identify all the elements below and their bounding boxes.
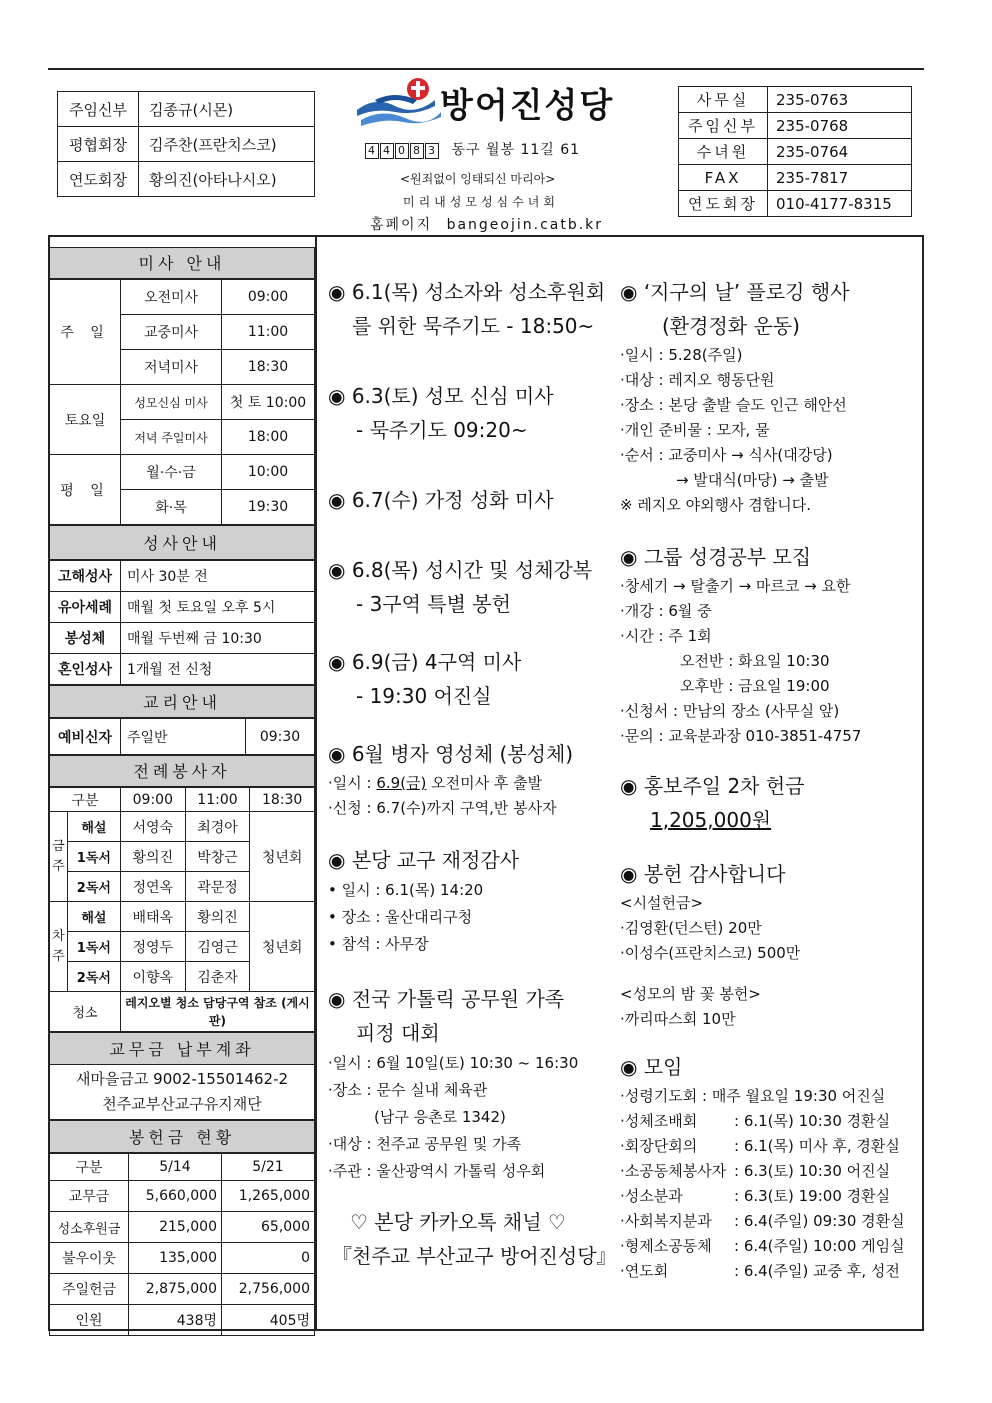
cleaning-text: 레지오별 청소 담당구역 참조 (게시판) xyxy=(121,992,315,1032)
server-role: 2독서 xyxy=(67,872,120,902)
notice-title: 6.7(수) 가정 성화 미사 xyxy=(351,488,554,512)
notice-line xyxy=(328,771,613,796)
meeting-time: : 6.3(토) 10:30 어진실 xyxy=(734,1162,891,1180)
postal-digit: 0 xyxy=(395,143,409,159)
offering-kind: 성소후원금 xyxy=(50,1212,129,1243)
event-line: <시설헌금> xyxy=(620,894,704,912)
offering-head: 5/14 xyxy=(129,1154,222,1181)
event-line: ·대상 : 레지오 행동단원 xyxy=(620,371,775,389)
meeting-row xyxy=(620,1184,920,1209)
server-role: 1독서 xyxy=(67,842,120,872)
this-week-label: 금주 xyxy=(50,812,68,902)
offering-amount: 405명 xyxy=(222,1305,315,1336)
notice-line: • 참석 : 사무장 xyxy=(328,935,429,953)
meeting-time: : 6.1(목) 미사 후, 경환실 xyxy=(734,1137,900,1155)
saturday-label: 토요일 xyxy=(50,385,121,455)
officer-role: 평협회장 xyxy=(58,127,139,162)
mass-name: 저녁 주일미사 xyxy=(121,420,222,455)
doctrine-name: 예비신자 xyxy=(50,719,121,755)
event-line: ·시간 : 주 1회 xyxy=(620,627,712,645)
offering-amount: 1,265,000 xyxy=(222,1181,315,1212)
offering-amount: 65,000 xyxy=(222,1212,315,1243)
bullseye-icon: ◉ xyxy=(620,1055,638,1079)
offering-kind: 주일헌금 xyxy=(50,1274,129,1305)
notice-item xyxy=(328,483,613,517)
mass-name: 교중미사 xyxy=(121,315,222,350)
meeting-name: ·소공동체봉사자 xyxy=(620,1162,727,1180)
meeting-row xyxy=(620,1209,920,1234)
meeting-row xyxy=(620,1259,920,1284)
server-name: 서영숙 xyxy=(121,812,186,842)
offering-amount: 215,000 xyxy=(129,1212,222,1243)
events-column xyxy=(620,275,920,1284)
mass-time: 10:00 xyxy=(222,455,315,490)
notice-line: ·일시 : 6월 10일(토) 10:30 ~ 16:30 xyxy=(328,1054,579,1072)
event-title: 홍보주일 2차 헌금 xyxy=(643,774,805,798)
notice-line: • 장소 : 울산대리구청 xyxy=(328,908,473,926)
bullseye-icon: ◉ xyxy=(328,280,346,304)
offering-title: 봉헌금 현황 xyxy=(49,1120,315,1153)
offering-kind: 불우이웃 xyxy=(50,1243,129,1274)
contact-label: 연도회장 xyxy=(679,191,768,217)
mass-time: 19:30 xyxy=(222,490,315,525)
event-line: ·창세기 → 탈출기 → 마르코 → 요한 xyxy=(620,577,851,595)
offering-head: 구분 xyxy=(50,1154,129,1181)
event-line: ·개강 : 6월 중 xyxy=(620,602,712,620)
contact-phone: 235-0768 xyxy=(768,113,912,139)
next-week-label: 차주 xyxy=(50,902,68,992)
sidebar xyxy=(49,247,315,1336)
notice-detail: - 묵주기도 09:20~ xyxy=(356,418,528,442)
event-line: 오후반 : 금요일 19:00 xyxy=(680,677,830,695)
meeting-name: ·형제소공동체 xyxy=(620,1237,712,1255)
event-line: ·김영환(던스턴) 20만 xyxy=(620,919,762,937)
notice-title: 6.3(토) 성모 신심 미사 xyxy=(351,384,554,408)
meeting-row xyxy=(620,1109,920,1134)
meeting-time: : 6.4(주일) 09:30 경환실 xyxy=(734,1212,905,1230)
server-name: 황의진 xyxy=(185,902,250,932)
church-logo xyxy=(355,76,445,136)
sacrament-name: 봉성체 xyxy=(50,623,121,654)
server-name: 최경아 xyxy=(185,812,250,842)
event-item xyxy=(620,540,920,574)
cleaning-label: 청소 xyxy=(50,992,121,1032)
motto: <원죄없이 잉태되신 마리아> xyxy=(400,172,556,186)
officer-name: 김종규(시몬) xyxy=(139,92,315,127)
event-title: 그룹 성경공부 모집 xyxy=(643,545,812,569)
offering-table xyxy=(49,1153,315,1336)
sacrament-name: 고해성사 xyxy=(50,561,121,592)
bullseye-icon: ◉ xyxy=(328,650,346,674)
mass-table xyxy=(49,279,315,525)
event-title: 봉헌 감사합니다 xyxy=(643,862,786,886)
mass-name: 월·수·금 xyxy=(121,455,222,490)
church-name: 방어진성당 xyxy=(440,86,615,126)
event-line: 오전반 : 화요일 10:30 xyxy=(680,652,830,670)
bullseye-icon: ◉ xyxy=(328,987,346,1011)
contact-label: FAX xyxy=(679,165,768,191)
sacrament-info: 매월 첫 토요일 오후 5시 xyxy=(121,592,315,623)
meeting-name: ·연도회 xyxy=(620,1262,669,1280)
kakao-channel: 『천주교 부산교구 방어진성당』 xyxy=(332,1244,617,1268)
server-role: 2독서 xyxy=(67,962,120,992)
weekday-label: 평 일 xyxy=(50,455,121,525)
server-role: 해설 xyxy=(67,902,120,932)
notice-title: 본당 교구 재정감사 xyxy=(351,848,520,872)
doctrine-title: 교리안내 xyxy=(49,685,315,718)
server-name: 김영근 xyxy=(185,932,250,962)
religious-order: 미리내성모성심수녀회 xyxy=(403,195,559,209)
mass-time: 18:30 xyxy=(222,350,315,385)
meeting-time: : 6.3(토) 19:00 경환실 xyxy=(734,1187,891,1205)
mass-time: 18:00 xyxy=(222,420,315,455)
event-amount xyxy=(620,803,920,837)
notice-line: ·주관 : 울산광역시 가톨릭 성우회 xyxy=(328,1162,546,1180)
meeting-time: 매주 월요일 19:30 어진실 xyxy=(711,1087,886,1105)
sacrament-name: 혼인성사 xyxy=(50,654,121,685)
bullseye-icon: ◉ xyxy=(620,280,638,304)
event-line: ·순서 : 교중미사 → 식사(대강당) xyxy=(620,446,833,464)
meeting-row xyxy=(620,1084,920,1109)
event-line: ·일시 : 5.28(주일) xyxy=(620,346,743,364)
contact-label: 사무실 xyxy=(679,87,768,113)
notice-line: ·장소 : 문수 실내 체육관 xyxy=(328,1081,488,1099)
offering-head: 5/21 xyxy=(222,1154,315,1181)
offering-amount: 438명 xyxy=(129,1305,222,1336)
notice-title: 6.9(금) 4구역 미사 xyxy=(351,650,522,674)
line-prefix: ·일시 : xyxy=(328,774,377,792)
doctrine-time: 09:30 xyxy=(246,719,315,755)
postal-digit: 3 xyxy=(425,143,439,159)
sacrament-info: 1개월 전 신청 xyxy=(121,654,315,685)
bullseye-icon: ◉ xyxy=(620,862,638,886)
event-line: ※ 레지오 야외행사 겸합니다. xyxy=(620,496,812,514)
server-name: 황의진 xyxy=(121,842,186,872)
notice-item xyxy=(328,737,613,771)
event-line: ·장소 : 본당 출발 슬도 인근 해안선 xyxy=(620,396,847,414)
officer-role: 주임신부 xyxy=(58,92,139,127)
offering-amount: 2,756,000 xyxy=(222,1274,315,1305)
meeting-time: : 6.4(주일) 10:00 게임실 xyxy=(734,1237,905,1255)
meetings-list xyxy=(620,1084,920,1284)
bullseye-icon: ◉ xyxy=(328,488,346,512)
mass-name: 성모신심 미사 xyxy=(121,385,222,420)
mass-time: 09:00 xyxy=(222,280,315,315)
officers-table xyxy=(57,91,315,197)
servers-head: 11:00 xyxy=(185,788,250,812)
contacts-table xyxy=(678,86,912,217)
meeting-row xyxy=(620,1159,920,1184)
contact-label: 주임신부 xyxy=(679,113,768,139)
contact-phone: 235-0764 xyxy=(768,139,912,165)
contact-phone: 235-0763 xyxy=(768,87,912,113)
meeting-time: : 6.4(주일) 교중 후, 성전 xyxy=(734,1262,900,1280)
mass-name: 오전미사 xyxy=(121,280,222,315)
notice-title: 6.1(목) 성소자와 성소후원회 xyxy=(351,280,606,304)
line-date: 6.9(금) xyxy=(376,774,427,792)
meeting-name: ·회장단회의 xyxy=(620,1137,698,1155)
event-line: ·개인 준비물 : 모자, 물 xyxy=(620,421,770,439)
meeting-time: : 6.1(목) 10:30 경환실 xyxy=(734,1112,891,1130)
bullseye-icon: ◉ xyxy=(328,558,346,582)
offering-kind: 교무금 xyxy=(50,1181,129,1212)
servers-head: 18:30 xyxy=(250,788,315,812)
officer-role: 연도회장 xyxy=(58,162,139,197)
officer-name: 김주찬(프란치스코) xyxy=(139,127,315,162)
notice-line: (남구 응촌로 1342) xyxy=(374,1108,506,1126)
server-name: 정영두 xyxy=(121,932,186,962)
bullseye-icon: ◉ xyxy=(328,742,346,766)
mass-name: 화·목 xyxy=(121,490,222,525)
meeting-name: ·사회복지분과 xyxy=(620,1212,712,1230)
servers-head: 구분 xyxy=(50,788,121,812)
notice-detail: - 19:30 어진실 xyxy=(356,684,492,708)
top-rule xyxy=(48,68,924,70)
dues-holder: 천주교부산교구유지재단 xyxy=(102,1095,262,1113)
event-item xyxy=(620,857,920,891)
server-role: 1독서 xyxy=(67,932,120,962)
server-name: 곽문정 xyxy=(185,872,250,902)
meeting-row xyxy=(620,1134,920,1159)
event-line: ·문의 : 교육분과장 010-3851-4757 xyxy=(620,727,862,745)
mass-time: 11:00 xyxy=(222,315,315,350)
servers-table xyxy=(49,787,315,1032)
bullseye-icon: ◉ xyxy=(328,848,346,872)
server-group: 청년회 xyxy=(250,902,315,992)
sidebar-divider xyxy=(315,235,317,1331)
notice-title: 전국 가톨릭 공무원 가족 xyxy=(351,987,565,1011)
mass-title: 미사 안내 xyxy=(49,247,315,279)
notice-item xyxy=(328,982,613,1016)
dues-bank: 새마을금고 9002-15501462-2 xyxy=(75,1070,289,1088)
contact-label: 수녀원 xyxy=(679,139,768,165)
notice-line: ·대상 : 천주교 공무원 및 가족 xyxy=(328,1135,522,1153)
postal-digit: 4 xyxy=(380,143,394,159)
postal-digit: 8 xyxy=(410,143,424,159)
offering-amount: 5,660,000 xyxy=(129,1181,222,1212)
event-line: ·신청서 : 만남의 장소 (사무실 앞) xyxy=(620,702,840,720)
notice-title: 6월 병자 영성체 (봉성체) xyxy=(351,742,574,766)
event-item xyxy=(620,769,920,803)
address-text: 동구 월봉 11길 61 xyxy=(451,142,581,158)
event-line: ·이성수(프란치스코) 500만 xyxy=(620,944,801,962)
mass-name: 저녁미사 xyxy=(121,350,222,385)
kakao-title: ♡ 본당 카카오톡 채널 ♡ xyxy=(350,1210,566,1234)
dues-title: 교무금 납부계좌 xyxy=(49,1032,315,1065)
notice-item xyxy=(328,645,613,679)
address-line xyxy=(365,139,580,159)
notice-item xyxy=(328,843,613,877)
notice-title: 6.8(목) 성시간 및 성체강복 xyxy=(351,558,593,582)
sunday-label: 주 일 xyxy=(50,280,121,385)
event-item xyxy=(620,275,920,309)
contact-phone: 235-7817 xyxy=(768,165,912,191)
offering-kind: 인원 xyxy=(50,1305,129,1336)
notice-detail: 를 위한 묵주기도 - 18:50~ xyxy=(352,314,595,338)
event-title: 모임 xyxy=(643,1055,683,1079)
amount-value: 1,205,000원 xyxy=(650,808,772,832)
notice-item xyxy=(328,553,613,587)
server-name: 김춘자 xyxy=(185,962,250,992)
officer-name: 황의진(아타나시오) xyxy=(139,162,315,197)
bullseye-icon: ◉ xyxy=(620,774,638,798)
servers-head: 09:00 xyxy=(121,788,186,812)
server-name: 배태옥 xyxy=(121,902,186,932)
event-item xyxy=(620,1050,920,1084)
sacrament-title: 성사안내 xyxy=(49,525,315,560)
meeting-row xyxy=(620,1234,920,1259)
line-suffix: 오전미사 후 출발 xyxy=(426,774,543,792)
event-title: ‘지구의 날’ 플로깅 행사 xyxy=(643,280,850,304)
server-name: 이향옥 xyxy=(121,962,186,992)
notice-detail: 피정 대회 xyxy=(356,1021,440,1045)
event-line: <성모의 밤 꽃 봉헌> xyxy=(620,985,761,1003)
server-name: 정연옥 xyxy=(121,872,186,902)
servers-title: 전례봉사자 xyxy=(49,755,315,787)
homepage xyxy=(370,214,603,234)
notice-line: ·신청 : 6.7(수)까지 구역,반 봉사자 xyxy=(328,799,557,817)
homepage-link[interactable]: bangeojin.catb.kr xyxy=(446,217,604,233)
notice-item xyxy=(328,379,613,413)
bullseye-icon: ◉ xyxy=(328,384,346,408)
event-line: → 발대식(마당) → 출발 xyxy=(676,471,829,489)
offering-amount: 2,875,000 xyxy=(129,1274,222,1305)
event-line: ·까리따스회 10만 xyxy=(620,1010,736,1028)
meeting-name: ·성체조배회 xyxy=(620,1112,698,1130)
event-subtitle: (환경정화 운동) xyxy=(662,314,800,338)
mass-time: 첫 토 10:00 xyxy=(222,385,315,420)
server-name: 박창근 xyxy=(185,842,250,872)
notice-detail: - 3구역 특별 봉헌 xyxy=(356,592,511,616)
contact-phone: 010-4177-8315 xyxy=(768,191,912,217)
offering-amount: 0 xyxy=(222,1243,315,1274)
sacrament-name: 유아세례 xyxy=(50,592,121,623)
notice-item xyxy=(328,275,613,309)
offering-amount: 135,000 xyxy=(129,1243,222,1274)
notice-line: • 일시 : 6.1(목) 14:20 xyxy=(328,881,484,899)
notices-column xyxy=(328,275,617,1273)
sacrament-info: 매월 두번째 금 10:30 xyxy=(121,623,315,654)
bullseye-icon: ◉ xyxy=(620,545,638,569)
postal-digit: 4 xyxy=(365,143,379,159)
homepage-label: 홈페이지 xyxy=(370,217,433,233)
server-group: 청년회 xyxy=(250,812,315,902)
sacrament-table xyxy=(49,560,315,685)
sacrament-info: 미사 30분 전 xyxy=(121,561,315,592)
doctrine-class: 주일반 xyxy=(121,719,246,755)
dues-account xyxy=(49,1065,315,1120)
server-role: 해설 xyxy=(67,812,120,842)
doctrine-table xyxy=(49,718,315,755)
meeting-name: ·성령기도회 : xyxy=(620,1087,712,1105)
meeting-name: ·성소분과 xyxy=(620,1187,683,1205)
